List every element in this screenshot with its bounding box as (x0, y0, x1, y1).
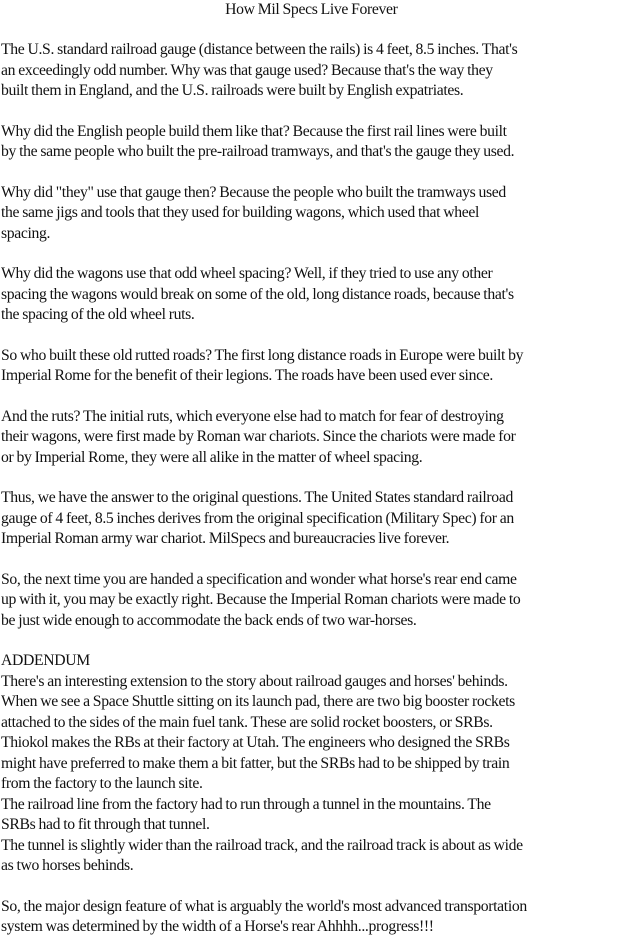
addendum-line: attached to the sides of the main fuel tank. These are solid rocket boosters, or SRBs. (0, 712, 493, 731)
paragraph-8 (1, 569, 640, 631)
paragraph-line: Why did the English people build them like that? Because the first rail lines were built (0, 121, 507, 140)
paragraph-line: by the same people who built the pre-railroad tramways, and that's the gauge they used. (0, 142, 515, 160)
closing-paragraph (1, 896, 640, 937)
paragraph-line: Imperial Roman army war chariot. MilSpecs and bureaucracies live forever. (0, 529, 450, 547)
paragraph-line: be just wide enough to accommodate the back ends of two war-horses. (0, 610, 417, 629)
paragraph-1 (1, 39, 640, 101)
paragraph-line: spacing the wagons would break on some of the old, long distance roads, because that's (0, 284, 514, 303)
paragraph-line: an exceedingly odd number. Why was that gauge used? Because that's the way they (0, 60, 493, 79)
paragraph-line: built them in England, and the U.S. railroads were built by English expatriates. (0, 81, 464, 99)
paragraph-line: or by Imperial Rome, they were all alike in the matter of wheel spacing. (0, 447, 423, 466)
paragraph-line: Why did the wagons use that odd wheel spacing? Well, if they tried to use any other (0, 264, 493, 282)
addendum-line: might have preferred to make them a bit fatter, but the SRBs had to be shipped by train (0, 753, 510, 772)
document-title: How Mil Specs Live Forever (225, 0, 398, 18)
addendum-line: Thiokol makes the RBs at their factory at Utah. The engineers who designed the SRBs (0, 733, 510, 751)
addendum-line: The railroad line from the factory had to run through a tunnel in the mountains. The (0, 794, 491, 813)
addendum-line: There's an interesting extension to the story about railroad gauges and horses' behinds. (0, 671, 508, 690)
paragraph-line: gauge of 4 feet, 8.5 inches derives from the original specification (Military Spec) for an (0, 508, 514, 527)
paragraph-line: And the ruts? The initial ruts, which everyone else had to match for fear of destroying (0, 406, 504, 425)
document (1, 0, 640, 937)
addendum-line: SRBs had to fit through that tunnel. (0, 815, 210, 833)
paragraph-3 (1, 182, 640, 244)
paragraph-6 (1, 406, 640, 468)
addendum-heading: ADDENDUM (0, 651, 90, 669)
paragraph-line: So who built these old rutted roads? The first long distance roads in Europe were built by (0, 345, 524, 364)
paragraph-line: So, the next time you are handed a specification and wonder what horse's rear end came (0, 569, 517, 588)
paragraph-line: Why did "they" use that gauge then? Because the people who built the tramways used (0, 182, 506, 201)
paragraph-line: The U.S. standard railroad gauge (distance between the rails) is 4 feet, 8.5 inches. That's (0, 40, 518, 58)
addendum-line: from the factory to the launch site. (0, 774, 203, 792)
paragraph-line: the same jigs and tools that they used for building wagons, which used that wheel (0, 203, 480, 221)
paragraph-7 (1, 487, 640, 549)
addendum-line: The tunnel is slightly wider than the railroad track, and the railroad track is about as wide (0, 835, 523, 854)
closing-line: system was determined by the width of a Horse's rear Ahhhh...progress!!! (0, 917, 434, 935)
paragraph-line: their wagons, were first made by Roman war chariots. Since the chariots were made for (0, 427, 516, 445)
paragraph-5 (1, 345, 640, 386)
paragraph-line: Thus, we have the answer to the original questions. The United States standard railroad (0, 488, 513, 506)
paragraph-line: the spacing of the old wheel ruts. (0, 305, 195, 323)
paragraph-4 (1, 263, 640, 325)
paragraph-2 (1, 121, 640, 162)
paragraph-line: up with it, you may be exactly right. Because the Imperial Roman chariots were made to (0, 590, 521, 608)
paragraph-line: Imperial Rome for the benefit of their legions. The roads have been used ever since. (0, 366, 493, 384)
paragraph-line: spacing. (0, 223, 51, 242)
addendum-line: as two horses behinds. (0, 856, 134, 874)
addendum-section (1, 650, 640, 876)
addendum-line: When we see a Space Shuttle sitting on its launch pad, there are two big booster rockets (0, 692, 515, 710)
closing-line: So, the major design feature of what is arguably the world's most advanced transportation (0, 896, 527, 915)
